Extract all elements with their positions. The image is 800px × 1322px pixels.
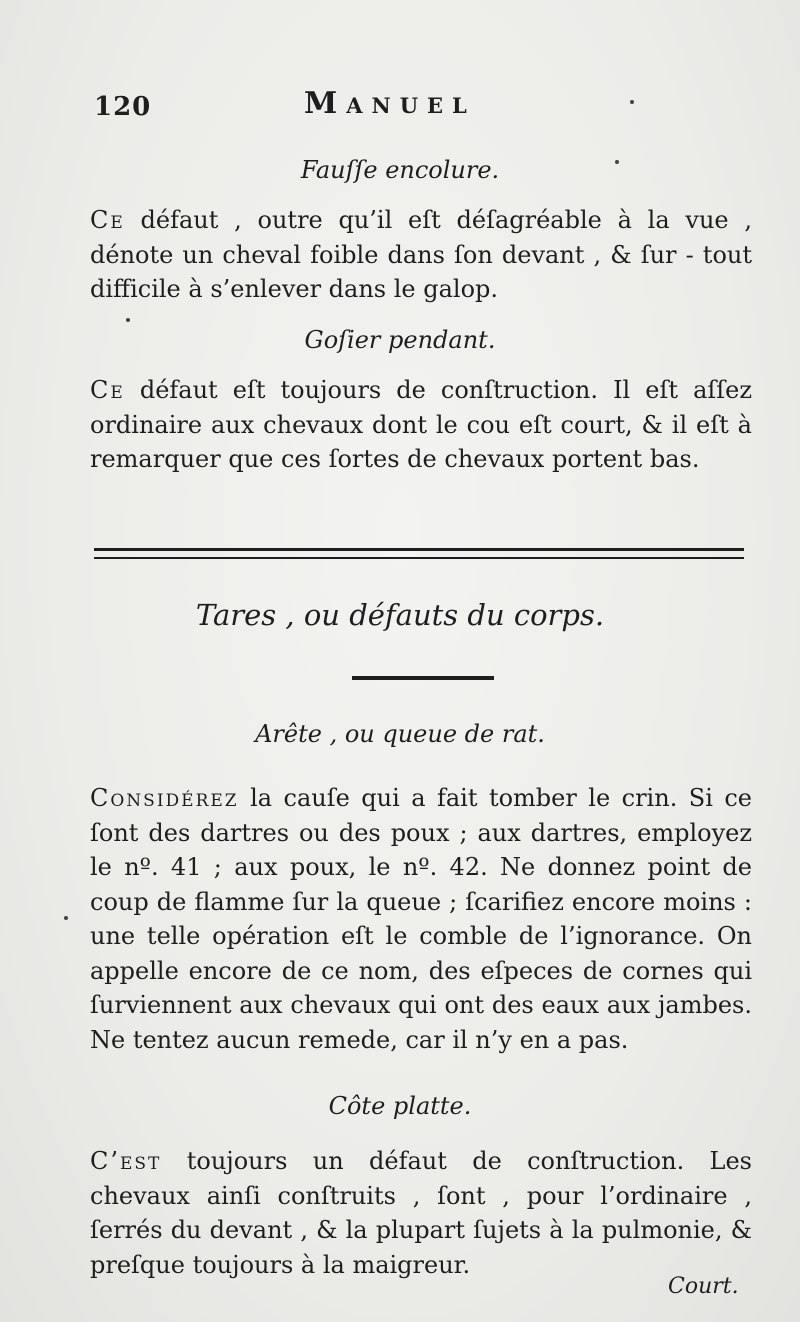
paragraph-fausse-encolure xyxy=(90,203,752,307)
short-rule-divider xyxy=(352,676,494,680)
ink-speck xyxy=(126,318,130,322)
ink-speck xyxy=(615,160,619,164)
paragraph-text: la cauſe qui a fait tomber le crin. Si ce ſont des dartres ou des poux ; aux dartres, employez le nº. 41 ; aux poux, le nº. 42. Ne donnez point de coup de flamme ſur la queue ; ſcarifiez encore moins : une telle opération eſt le comble de l’ignorance. On appelle encore de ce nom, des eſpeces de cornes qui ſurviennent aux chevaux qui ont des eaux aux jambes. Ne tentez aucun remede, car il n’y en a pas. xyxy=(90,784,752,1054)
rule-line-bottom xyxy=(94,557,744,559)
heading-cote-platte: Côte platte. xyxy=(328,1092,472,1120)
ink-speck xyxy=(64,916,68,920)
running-head xyxy=(94,86,754,132)
running-title: Manuel xyxy=(304,86,476,121)
heading-fausse-encolure: Fauſſe encolure. xyxy=(300,156,500,184)
heading-gosier-pendant: Goſier pendant. xyxy=(304,326,496,354)
page-number: 120 xyxy=(94,92,152,122)
paragraph-arete xyxy=(90,781,752,1057)
paragraph-cote-platte xyxy=(90,1144,752,1282)
ink-speck xyxy=(630,100,634,104)
paragraph-text: défaut , outre qu’il eſt déſagréable à la vue , dénote un cheval foible dans ſon devant , & ſur - tout difficile à s’enlever dans le galop. xyxy=(90,206,752,303)
catchword: Court. xyxy=(668,1274,739,1299)
paragraph-lead: Considérez xyxy=(90,784,239,812)
paragraph-lead: Ce xyxy=(90,376,125,404)
paragraph-lead: C’est xyxy=(90,1147,162,1175)
paragraph-text: défaut eſt toujours de conſtruction. Il eſt aſſez ordinaire aux chevaux dont le cou eſt court, & il eſt à remarquer que ces ſortes de chevaux portent bas. xyxy=(90,376,752,473)
paragraph-gosier-pendant xyxy=(90,373,752,477)
heading-arete: Arête , ou queue de rat. xyxy=(255,720,545,748)
section-title-tares: Tares , ou défauts du corps. xyxy=(195,598,605,632)
paragraph-text: toujours un défaut de conſtruction. Les chevaux ainſi conſtruits , ſont , pour l’ordinaire , ſerrés du devant , & la plupart ſujets à la pulmonie, & preſque toujours à la maigreur. xyxy=(90,1147,752,1279)
rule-line-top xyxy=(94,548,744,551)
double-rule-divider xyxy=(94,548,744,562)
paragraph-lead: Ce xyxy=(90,206,125,234)
